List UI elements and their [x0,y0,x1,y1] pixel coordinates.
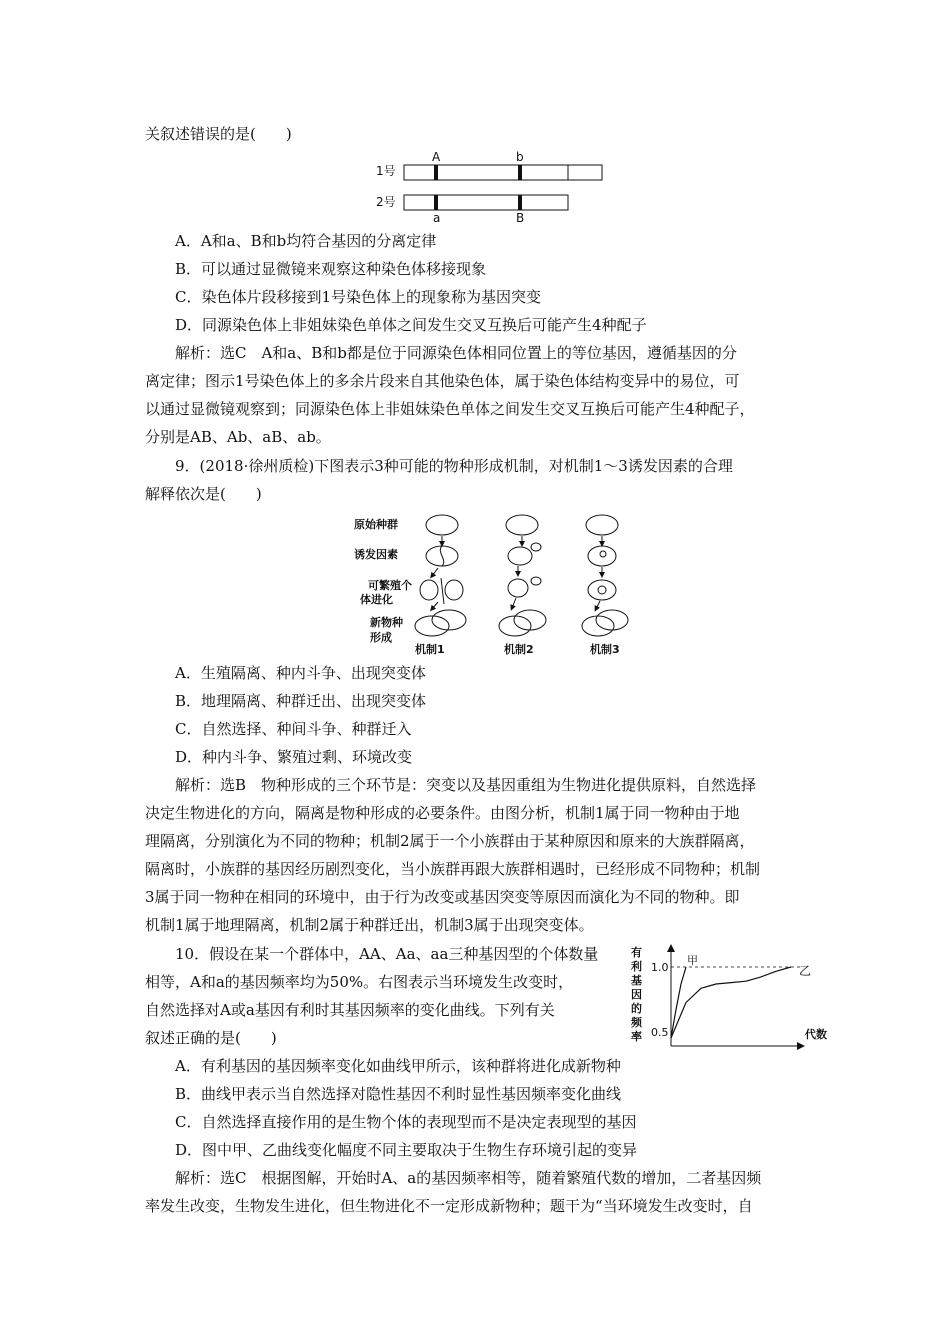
y-axis-label-char: 基 [631,974,642,987]
q9-option-b: B．地理隔离、种群迁出、出现突变体 [175,692,427,710]
q8-analysis-line: 分别是AB、Ab、aB、ab。 [145,428,331,446]
x-axis-arrow [797,1042,805,1050]
gene-label-B: B [516,211,525,224]
m2-new-species-a [499,616,531,636]
q8-analysis-line: 离定律；图示1号染色体上的多余片段来自其他染色体，属于染色体结构变异中的易位，可 [145,372,740,390]
row-label-new-species-1: 新物种 [370,616,403,629]
q10-option-b: B．曲线甲表示当自然选择对隐性基因不利时显性基因频率变化曲线 [175,1085,622,1103]
m3-mutant-group [598,586,606,594]
q10-option-d: D．图中甲、乙曲线变化幅度不同主要取决于生物生存环境引起的变异 [175,1141,638,1159]
mechanism-2-label: 机制2 [504,643,534,656]
y-tick-label-bottom: 0.5 [651,1026,669,1039]
m3-original-population [586,515,618,535]
m3-population-evolving [588,580,616,600]
q8-option-b: B．可以通过显微镜来观察这种染色体移接现象 [175,260,487,278]
m1-subpopulation-left [420,580,438,600]
q10-analysis-line: 率发生改变，生物发生进化，但生物进化不一定形成新物种；题干为“当环境发生改变时，自 [145,1197,753,1215]
q10-stem: 叙述正确的是( ) [145,1029,277,1047]
m2-main-population-later [508,579,528,597]
q10-option-c: C．自然选择直接作用的是生物个体的表现型而不是决定表现型的基因 [175,1113,637,1131]
m3-new-species-a [582,616,614,636]
m1-original-population [426,515,458,535]
q9-analysis-line: 3属于同一物种在相同的环境中，由于行为改变或基因突变等原因而演化为不同的物种。即 [145,888,740,906]
x-axis-label: 代数 [805,1028,827,1041]
y-tick-label-top: 1.0 [651,961,669,974]
row-label-new-species-2: 形成 [370,631,392,644]
curve-yi [671,967,791,1038]
y-axis-label-char: 的 [631,1002,642,1015]
q9-stem: 解释依次是( ) [145,485,262,503]
q10-stem: 自然选择对A或a基因有利时其基因频率的变化曲线。下列有关 [145,1001,555,1019]
y-axis-label-char: 率 [631,1030,642,1043]
y-axis-label-char: 利 [631,960,642,973]
q9-stem: 9．(2018·徐州质检)下图表示3种可能的物种形成机制，对机制1～3诱发因素的合理 [175,457,733,475]
q10-stem: 10．假设在某一个群体中，AA、Aa、aa三种基因型的个体数量 [175,945,599,963]
q9-analysis-line: 决定生物进化的方向，隔离是物种形成的必要条件。由图分析，机制1属于同一物种由于地 [145,804,740,822]
y-axis-label-char: 频 [631,1016,642,1029]
y-axis-arrow [667,944,675,952]
q8-analysis-line: 解析：选C A和a、B和b都是位于同源染色体相同位置上的等位基因，遵循基因的分 [175,344,737,362]
q10-option-a: A．有利基因的基因频率变化如曲线甲所示，该种群将进化成新物种 [175,1057,621,1075]
row-label-inducing-factor: 诱发因素 [354,548,398,561]
chromosome-1-label: 1号 [376,164,396,178]
chromosome-2-label: 2号 [376,195,396,209]
mechanism-1-label: 机制1 [415,643,445,656]
curve-jia [671,967,686,1038]
q8-analysis-line: 以通过显微镜观察到；同源染色体上非姐妹染色单体之间发生交叉互换后可能产生4种配子， [145,400,755,418]
gene-label-b: b [516,150,524,164]
m1-subpopulation-right [445,580,463,600]
row-label-original-population: 原始种群 [354,518,398,531]
m3-mutant [600,551,606,557]
gene-locus-b [518,165,522,180]
row-label-evolution-1: 可繁殖个 [368,579,412,592]
m2-main-population [508,547,532,565]
curve-label-yi: 乙 [799,964,812,978]
m2-small-group [531,543,541,551]
q10-stem: 相等，A和a的基因频率均为50%。右图表示当环境发生改变时， [145,973,574,991]
q9-analysis-line: 机制1属于地理隔离，机制2属于种群迁出，机制3属于出现突变体。 [145,916,594,934]
curve-label-jia: 甲 [687,954,698,967]
m3-population-with-mutant [588,546,616,566]
q10-analysis-line: 解析：选C 根据图解，开始时A、a的基因频率相等，随着繁殖代数的增加，二者基因频 [175,1169,762,1187]
q9-option-a: A．生殖隔离、种内斗争、出现突变体 [175,664,426,682]
gene-locus-B [518,195,522,210]
chromosome-figure [370,148,610,224]
chromosome-2 [404,195,568,210]
speciation-figure [352,510,652,660]
q9-analysis-line: 隔离时，小族群的基因经历剧烈变化，当小族群再跟大族群相遇时，已经形成不同物种；机制 [145,860,761,878]
q9-option-c: C．自然选择、种间斗争、种群迁入 [175,720,412,738]
gene-locus-A [434,165,438,180]
gene-label-a: a [433,211,441,224]
gene-label-A: A [432,150,441,164]
m2-small-group-later [531,577,541,585]
gene-locus-a [434,195,438,210]
m2-new-species-b [514,610,546,630]
mechanism-3-label: 机制3 [590,643,620,656]
q9-analysis-line: 解析：选B 物种形成的三个环节是：突变以及基因重组为生物进化提供原料，自然选择 [175,776,757,794]
q8-option-a: A．A和a、B和b均符合基因的分离定律 [175,232,437,250]
q9-analysis-line: 理隔离，分别演化为不同的物种；机制2属于一个小族群由于某种原因和原来的大族群隔离， [145,832,755,850]
m3-new-species-b [596,610,628,630]
q9-option-d: D．种内斗争、繁殖过剩、环境改变 [175,748,413,766]
chromosome-1 [404,165,602,180]
gene-frequency-chart [625,942,835,1052]
q8-option-c: C．染色体片段移接到1号染色体上的现象称为基因突变 [175,288,542,306]
y-axis-label-char: 因 [631,988,642,1001]
q8-stem-tail: 关叙述错误的是( ) [145,125,292,143]
y-axis-label-char: 有 [631,946,642,959]
m2-original-population [506,515,538,535]
q8-option-d: D．同源染色体上非姐妹染色单体之间发生交叉互换后可能产生4种配子 [175,316,647,334]
row-label-evolution-2: 体进化 [360,593,393,606]
